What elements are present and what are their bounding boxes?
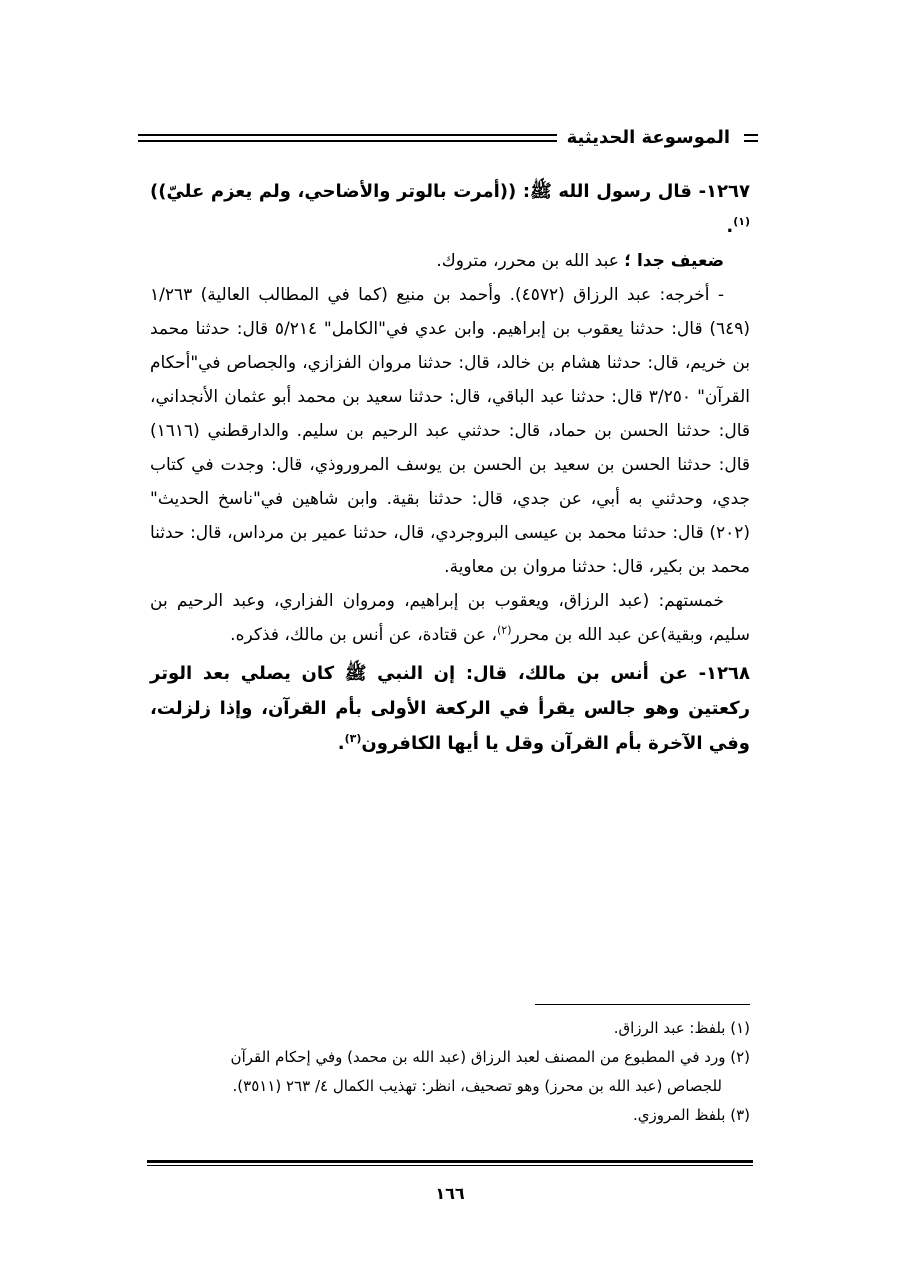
- summary-text-before: خمستهم: (عبد الرزاق، ويعقوب بن إبراهيم، ومروان الفزاري، وعبد الرحيم بن سليم، وبقية)عن عبد الله بن محرر: [150, 591, 750, 645]
- footnote-3: (٣) بلفظ المروزي.: [633, 1106, 750, 1124]
- footnote-separator: [535, 1004, 750, 1005]
- hadith-1268-end: .: [337, 733, 345, 754]
- summary-paragraph: [150, 584, 750, 652]
- header-rule-right: [744, 134, 758, 142]
- document-page: [150, 108, 750, 1238]
- page-number: ١٦٦: [435, 1184, 465, 1203]
- hadith-1267-end: .: [726, 216, 734, 237]
- bottom-rule: [147, 1160, 753, 1166]
- hadith-1268: [150, 656, 750, 761]
- summary-text-after: ، عن قتادة، عن أنس بن مالك، فذكره.: [230, 625, 497, 645]
- footnote-2-first-line: (٢) ورد في المطبوع من المصنف لعبد الرزاق (عبد الله بن محمد) وفي إحكام القرآن: [230, 1048, 750, 1066]
- footnote-ref-3[interactable]: (٣): [344, 732, 362, 745]
- footnote-2-continuation: للجصاص (عبد الله بن محرز) وهو تصحيف، انظر: تهذيب الكمال ٤/ ٢٦٣ (٣٥١١).: [232, 1077, 722, 1095]
- footnote-1: (١) بلفظ: عبد الرزاق.: [613, 1019, 750, 1037]
- takhrij-paragraph: - أخرجه: عبد الرزاق (٤٥٧٢). وأحمد بن منيع (كما في المطالب العالية) ١/٢٦٣ (٦٤٩) قال: حدثنا يعقوب بن إبراهيم. وابن عدي في"الكامل" ٥/٢١٤ قال: حدثنا محمد بن خريم، قال: حدثنا هشام بن خالد، قال: حدثنا مروان الفزازي، والجصاص في"أحكام القرآن" ٣/٢٥٠ قال: حدثنا عبد الباقي، قال: حدثنا سعيد بن محمد أبو عثمان الأنجداني، قال: حدثنا الحسن بن حماد، قال: حدثني عبد الرحيم بن سليم. والدارقطني (١٦١٦) قال: حدثنا الحسن بن سعيد بن الحسن بن يوسف المروروذي، قال: وجدت في كتاب جدي، وحدثني به أبي، عن جدي، قال: حدثنا بقية. وابن شاهين في"ناسخ الحديث" (٢٠٢) قال: حدثنا محمد بن عيسى البروجردي، قال، حدثنا عمير بن مرداس، قال: حدثنا محمد بن بكير، قال: حدثنا مروان بن معاوية.: [150, 285, 750, 577]
- grading-label: ضعيف جدا ؛: [624, 251, 724, 271]
- page-header: [150, 128, 750, 148]
- footnote-2: [150, 1043, 750, 1072]
- hadith-1268-text: ١٢٦٨- عن أنس بن مالك، قال: إن النبي ﷺ كان يصلي بعد الوتر ركعتين وهو جالس يقرأ في الركعة الأولى بأم القرآن، وإذا زلزلت، وفي الآخرة بأم القرآن وقل يا أيها الكافرون: [150, 663, 750, 754]
- hadith-1267-text: ١٢٦٧- قال رسول الله ﷺ: ((أمرت بالوتر والأضاحي، ولم يعزم عليّ)): [150, 181, 750, 202]
- header-title: الموسوعة الحديثية: [557, 128, 740, 148]
- footnotes: [150, 1014, 750, 1130]
- hadith-1267: [150, 174, 750, 244]
- header-rule-left: [138, 134, 558, 142]
- footnote-ref-2[interactable]: (٢): [496, 623, 512, 637]
- grading: [150, 244, 750, 278]
- footnote-ref-1[interactable]: (١): [733, 215, 750, 228]
- main-text: [150, 174, 750, 761]
- grading-text: عبد الله بن محرر، متروك.: [436, 251, 625, 271]
